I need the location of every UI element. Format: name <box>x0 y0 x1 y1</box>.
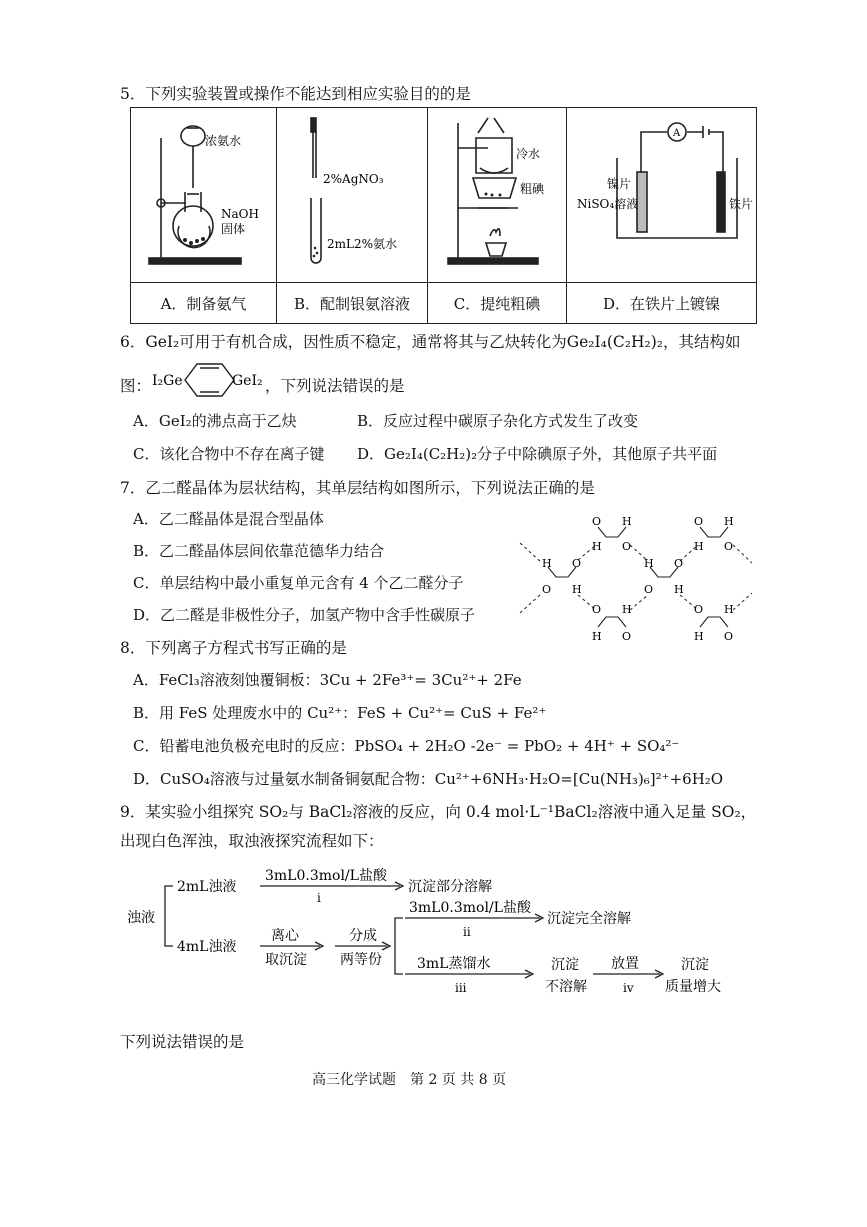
atom-h: H <box>724 603 734 616</box>
atom-o: O <box>592 603 602 616</box>
label-conc-ammonia: 浓氨水 <box>205 134 242 148</box>
atom-h: H <box>592 540 602 553</box>
atom-h: H <box>724 515 734 528</box>
atom-o: O <box>694 603 704 616</box>
flow-top-reagent: 3mL0.3mol/L盐酸 <box>265 868 387 884</box>
flow-centrifuge-1: 离心 <box>271 928 299 944</box>
flow-iv-action: 放置 <box>611 956 639 972</box>
ring-right-label: GeI₂ <box>232 373 263 389</box>
flow-step-iv: iv <box>623 981 634 995</box>
flow-ii-reagent: 3mL0.3mol/L盐酸 <box>409 900 531 916</box>
atom-o: O <box>572 557 582 570</box>
q7-stem: 7．乙二醛晶体为层状结构，其单层结构如图所示，下列说法正确的是 <box>120 479 595 497</box>
label-crude-iodine: 粗碘 <box>520 182 545 196</box>
caption-d: D．在铁片上镀镍 <box>567 283 757 324</box>
q9-tail: 下列说法错误的是 <box>120 1033 245 1051</box>
atom-h: H <box>542 557 552 570</box>
apparatus-b <box>277 108 428 283</box>
q9-flowchart <box>125 858 765 1012</box>
atom-h: H <box>622 603 632 616</box>
atom-o: O <box>694 515 704 528</box>
ammonia-setup-drawing <box>131 108 277 278</box>
atom-o: O <box>724 630 734 643</box>
atom-h: H <box>622 515 632 528</box>
q7-option-c: C．单层结构中最小重复单元含有 4 个乙二醛分子 <box>133 574 464 592</box>
atom-o: O <box>622 540 632 553</box>
q8-option-a: A．FeCl₃溶液刻蚀覆铜板：3Cu + 2Fe³⁺= 3Cu²⁺+ 2Fe <box>133 671 522 689</box>
q6-structure <box>152 356 267 410</box>
caption-c: C．提纯粗碘 <box>428 283 567 324</box>
flow-iv-result-1: 沉淀 <box>681 957 709 973</box>
apparatus-a <box>131 108 277 283</box>
silver-ammonia-drawing <box>277 108 428 278</box>
atom-h: H <box>694 540 704 553</box>
label-cold-water: 冷水 <box>516 147 541 161</box>
q5-stem: 5．下列实验装置或操作不能达到相应实验目的的是 <box>120 85 471 103</box>
q7-option-b: B．乙二醛晶体层间依靠范德华力结合 <box>133 542 385 560</box>
atom-o: O <box>592 515 602 528</box>
flow-top-volume: 2mL浊液 <box>177 879 237 895</box>
flow-split-2: 两等份 <box>340 952 382 968</box>
atom-o: O <box>542 583 552 596</box>
flow-step-iii: iii <box>455 981 467 995</box>
glyoxal-atom-labels <box>542 515 734 643</box>
ge-ring-structure <box>152 356 267 406</box>
label-niso4-solution: NiSO₄溶液 <box>577 197 639 211</box>
label-solid: 固体 <box>221 222 246 236</box>
atom-o: O <box>644 583 654 596</box>
q6-stem-line1: 6．GeI₂可用于有机合成，因性质不稳定，通常将其与乙炔转化为Ge₂I₄(C₂H₂)₂，其结构如 <box>120 333 741 351</box>
page-footer: 高三化学试题 第 2 页 共 8 页 <box>312 1072 507 1088</box>
apparatus-c <box>428 108 567 283</box>
flow-iv-result-2: 质量增大 <box>665 979 721 995</box>
flow-step-ii: ii <box>463 925 471 939</box>
atom-h: H <box>572 583 582 596</box>
label-agno3: 2%AgNO₃ <box>323 172 384 186</box>
atom-h: H <box>592 630 602 643</box>
q6-option-d: D．Ge₂I₄(C₂H₂)₂分子中除碘原子外，其他原子共平面 <box>357 445 718 463</box>
flow-bottom-volume: 4mL浊液 <box>177 939 237 955</box>
flow-step-i: i <box>317 891 321 905</box>
atom-o: O <box>724 540 734 553</box>
flow-ii-result: 沉淀完全溶解 <box>547 911 631 927</box>
q6-stem-suffix: ，下列说法错误的是 <box>265 377 405 395</box>
atom-o: O <box>622 630 632 643</box>
flow-centrifuge-2: 取沉淀 <box>265 952 307 968</box>
q7-option-a: A．乙二醛晶体是混合型晶体 <box>133 510 324 528</box>
q5-apparatus-table <box>130 107 757 324</box>
ring-left-label: I₂Ge <box>152 373 183 389</box>
atom-o: O <box>674 557 684 570</box>
q7-option-d: D．乙二醛是非极性分子，加氢产物中含手性碳原子 <box>133 606 476 624</box>
flow-top-result: 沉淀部分溶解 <box>408 879 492 895</box>
flow-split-1: 分成 <box>349 928 377 944</box>
label-ammonia-water: 2mL2%氨水 <box>327 237 398 251</box>
flow-iii-result-2: 不溶解 <box>545 979 587 995</box>
label-iron-sheet: 铁片 <box>729 197 754 211</box>
iodine-sublimation-drawing <box>428 108 567 278</box>
flow-iii-result-1: 沉淀 <box>551 957 579 973</box>
q9-stem-line2: 出现白色浑浊，取浊液探究流程如下： <box>120 832 384 850</box>
glyoxal-layer-diagram <box>518 505 758 664</box>
caption-b: B．配制银氨溶液 <box>277 283 428 324</box>
q6-option-a: A．GeI₂的沸点高于乙炔 <box>133 412 297 430</box>
label-naoh: NaOH <box>221 207 259 221</box>
q8-option-c: C．铅蓄电池负极充电时的反应：PbSO₄ + 2H₂O -2e⁻ = PbO₂ + 4H⁺ + SO₄²⁻ <box>133 737 680 755</box>
q9-stem-line1: 9．某实验小组探究 SO₂与 BaCl₂溶液的反应，向 0.4 mol·L⁻¹BaCl₂溶液中通入足量 SO₂， <box>120 803 757 821</box>
apparatus-d <box>567 108 757 283</box>
nickel-plating-drawing <box>567 108 757 278</box>
label-nickel-sheet: 镍片 <box>607 177 632 191</box>
q8-option-d: D．CuSO₄溶液与过量氨水制备铜氨配合物：Cu²⁺+6NH₃·H₂O=[Cu(NH₃)₆]²⁺+6H₂O <box>133 770 724 788</box>
atom-h: H <box>674 583 684 596</box>
atom-h: H <box>694 630 704 643</box>
q6-option-b: B．反应过程中碳原子杂化方式发生了改变 <box>357 412 639 430</box>
atom-h: H <box>644 557 654 570</box>
q8-stem: 8．下列离子方程式书写正确的是 <box>120 639 347 657</box>
flow-iii-reagent: 3mL蒸馏水 <box>417 956 491 972</box>
q8-option-b: B．用 FeS 处理废水中的 Cu²⁺：FeS + Cu²⁺= CuS + Fe²⁺ <box>133 704 547 722</box>
flow-start: 浊液 <box>127 910 155 926</box>
q6-option-c: C．该化合物中不存在离子键 <box>133 445 325 463</box>
caption-a: A．制备氨气 <box>131 283 277 324</box>
q6-stem-prefix: 图： <box>120 377 152 395</box>
ammeter-label: A <box>673 128 681 139</box>
